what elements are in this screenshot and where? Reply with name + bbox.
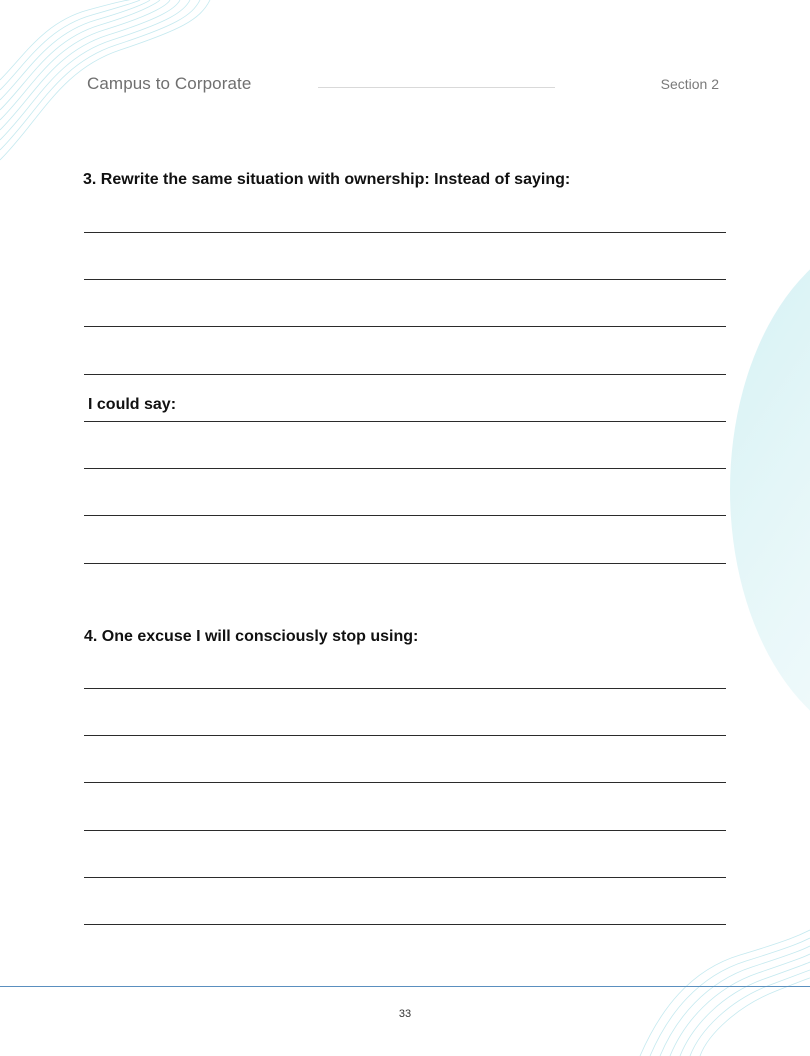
- bottom-right-wave-pattern: [640, 930, 810, 1056]
- answer-line[interactable]: [84, 735, 726, 736]
- question-4-prompt: 4. One excuse I will consciously stop using:: [84, 628, 419, 645]
- answer-line[interactable]: [84, 232, 726, 233]
- answer-line[interactable]: [84, 830, 726, 831]
- page-number: 33: [398, 1008, 412, 1020]
- answer-line[interactable]: [84, 515, 726, 516]
- could-say-prompt: I could say:: [88, 396, 177, 413]
- document-title: Campus to Corporate: [87, 74, 252, 93]
- answer-line[interactable]: [84, 468, 726, 469]
- answer-line[interactable]: [84, 421, 726, 422]
- question-3-prompt: 3. Rewrite the same situation with ownership: Instead of saying:: [83, 171, 571, 188]
- answer-line[interactable]: [84, 326, 726, 327]
- section-label: Section 2: [660, 76, 719, 92]
- footer-divider: [0, 986, 810, 987]
- answer-line[interactable]: [84, 924, 726, 925]
- answer-line[interactable]: [84, 782, 726, 783]
- answer-line[interactable]: [84, 877, 726, 878]
- answer-line[interactable]: [84, 563, 726, 564]
- answer-line[interactable]: [84, 279, 726, 280]
- answer-line[interactable]: [84, 374, 726, 375]
- answer-line[interactable]: [84, 688, 726, 689]
- header-divider: [318, 87, 555, 88]
- right-blob-shape: [730, 230, 810, 750]
